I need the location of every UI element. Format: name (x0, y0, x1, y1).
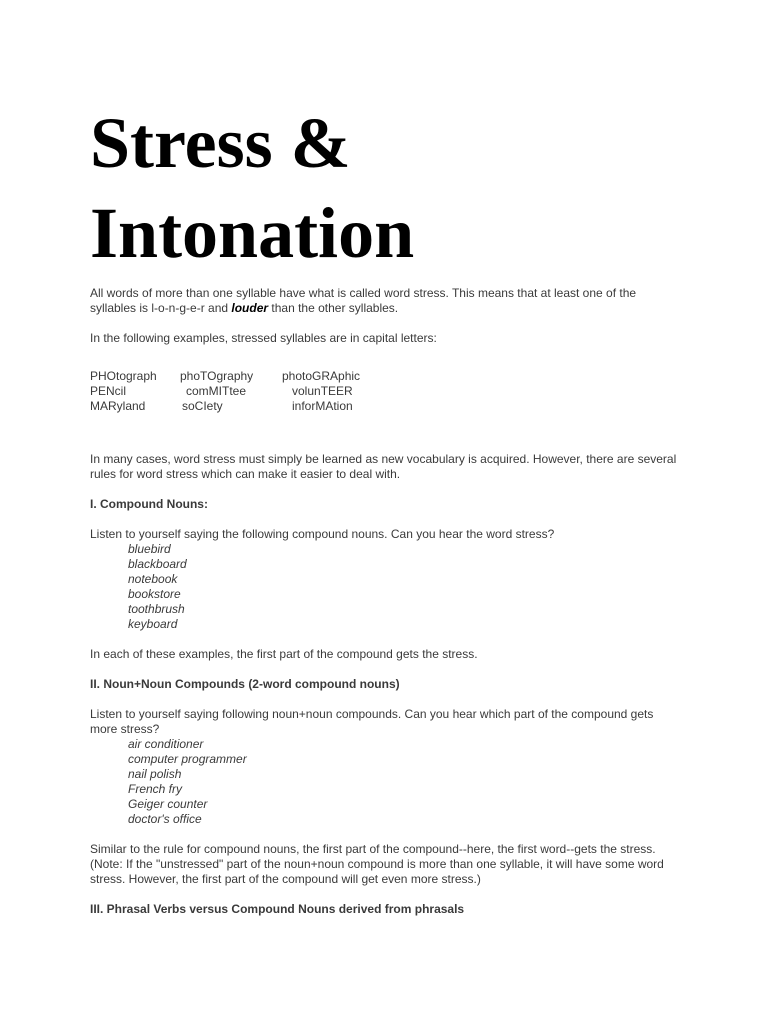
list-item: notebook (128, 572, 178, 586)
list-item: toothbrush (128, 602, 185, 616)
intro-text-a: All words of more than one syllable have what is called word stress. This means that at least one of the syllables is l-o-n-g-e-r and (90, 286, 637, 315)
title-line-1: Stress & (90, 103, 351, 183)
list-item: bookstore (128, 587, 181, 601)
example-word: inforMAtion (292, 399, 353, 413)
intro-text-b: than the other syllables. (268, 301, 399, 315)
intro-emphasis: louder (231, 301, 269, 315)
section-2-heading: II. Noun+Noun Compounds (2-word compound nouns) (90, 677, 400, 691)
section-1-prompt: Listen to yourself saying the following compound nouns. Can you hear the word stress? (90, 527, 555, 541)
example-word: PHOtograph (90, 369, 157, 383)
example-word: MARyland (90, 399, 146, 413)
document-body (90, 286, 680, 917)
section-1-list (90, 542, 680, 632)
list-item: nail polish (128, 767, 182, 781)
example-word: soCIety (182, 399, 223, 413)
title-line-2: Intonation (90, 193, 415, 273)
rules-intro: In many cases, word stress must simply be learned as new vocabulary is acquired. However, there are several rules for word stress which can make it easier to deal with. (90, 452, 677, 481)
list-item: keyboard (128, 617, 178, 631)
examples-row (90, 369, 360, 384)
list-item: bluebird (128, 542, 171, 556)
section-3-heading: III. Phrasal Verbs versus Compound Nouns derived from phrasals (90, 902, 465, 916)
examples-row (90, 399, 360, 414)
page-title (90, 98, 414, 278)
list-item: computer programmer (128, 752, 247, 766)
list-item: blackboard (128, 557, 187, 571)
section-2-list (90, 737, 680, 827)
list-item: French fry (128, 782, 183, 796)
list-item: doctor's office (128, 812, 202, 826)
intro-paragraph (90, 286, 680, 316)
section-1-conclusion: In each of these examples, the first part of the compound gets the stress. (90, 647, 478, 661)
example-word: PENcil (90, 384, 127, 398)
examples-table (90, 369, 360, 414)
list-item: Geiger counter (128, 797, 208, 811)
examples-intro: In the following examples, stressed syllables are in capital letters: (90, 331, 437, 345)
examples-row (90, 384, 360, 399)
list-item: air conditioner (128, 737, 204, 751)
example-word: phoTOgraphy (180, 369, 254, 383)
example-word: volunTEER (292, 384, 353, 398)
example-word: comMITtee (186, 384, 247, 398)
example-word: photoGRAphic (282, 369, 361, 383)
section-2-conclusion: Similar to the rule for compound nouns, the first part of the compound--here, the first word--gets the stress. (Note: If the "unstressed" part of the noun+noun compound is more than one syllable, it will have some word stress. However, the first part of the compound will get even more stress.) (90, 842, 664, 886)
section-2-prompt: Listen to yourself saying following noun+noun compounds. Can you hear which part of the compound gets more stress? (90, 707, 654, 736)
section-1-heading: I. Compound Nouns: (90, 497, 208, 511)
